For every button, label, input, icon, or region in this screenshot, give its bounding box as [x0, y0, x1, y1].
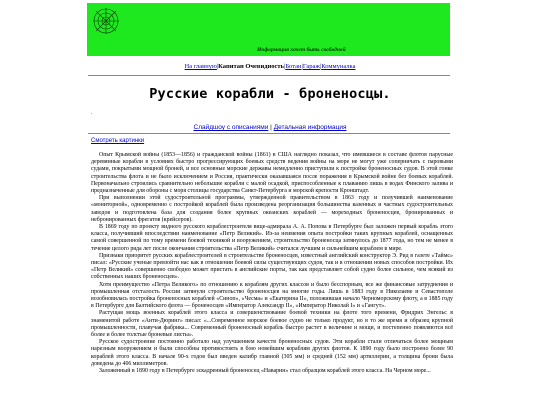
divider — [88, 133, 450, 134]
article-body — [91, 152, 453, 405]
article-paragraph: Хотя преимущество «Петра Великого» по отношению к кораблям других классов и было бесспорным, все же финансовые затруднения и промышленная отсталость России затянули строительство броненосцев на многие годы. Лишь в 1883 году в Николаеве и Севастополе возобновилась постройка броненосных кораблей «Синоп», «Чесма» и «Екатерина II», положившая начало Черноморскому флоту, а в 1885 году в Петербурге для Балтийского флота — броненосцев «Император Александр II», «Император Николай I» и «Гангут». — [91, 281, 453, 310]
article-paragraph: Признаки приоритет русских кораблестроителей в строительстве броненосцев, известный английский конструктор Э. Рид в газете «Таймс» писал: «Русские ученые превзойти нас как в отношении боевой силы существующих судов, так и в отношении новых способов постройки. Их «Петр Великий» совершенно свободно может пристать в английские порты, так как представляет собой судно более сильное, чем всякий из собственных наших броненосцев». — [91, 252, 453, 281]
subnav-sep: | — [268, 124, 274, 131]
nav-link-botan[interactable]: Ботан — [285, 63, 302, 70]
article-paragraph: При выполнении этой судостроительной программы, утвержденной правительством в 1863 году и получившей наименование «мониторной», одновременно с постройкой кораблей была произведена реорганизация большинства казенных и частных судостроительных заводов и подготовлена база для создания более крупных океанских кораблей — мореходных броненосцев, бронированных и небронированных фрегатов (крейсеров). — [91, 195, 453, 223]
view-switcher — [0, 124, 540, 131]
site-slogan: Информация хочет быть свободной — [257, 47, 346, 53]
details-link[interactable]: Детальная информация — [273, 124, 347, 131]
view-pictures-link[interactable]: Смотреть картинки — [91, 138, 145, 144]
site-banner — [87, 3, 450, 56]
article-paragraph: Опыт Крымской войны (1853—1856) и гражданской войны (1861) в США наглядно показал, что имевшиеся в составе флотов парусные деревянные корабли в условиях быстро прогрессирующих боевых средств ведения войны на море не могут уже соперничать с паровыми судами, покрытыми мощной броней, и все основные морские державы немедленно приступили к постройке броненосных судов. В этой гонке строительства флота и не было исключением и Россия, практически оказавшаяся после поражения в Крымской войне без боевых кораблей. Первоначально строились сравнительно небольшие корабли с малой осадкой, приспособленные к плаванию лишь в водах Финского залива и предназначенные для обороны с моря столицы государства Санкт-Петербурга и морской крепости Кронштадт. — [91, 152, 453, 195]
top-navigation — [0, 63, 540, 70]
article-paragraph: В 1869 году по проекту видного русского кораблестроителя вице-адмирала А. А. Попова в Петербурге был заложен первый корабль этого класса, получивший впоследствии наименование «Петр Великий». Из-за неимения опыта постройки таких крупных кораблей, оснащенных самой совершенной по тому времени боевой техникой и вооружением, строительство броненосца затянулось до 1877 года, но тем не менее в течение целого ряда лет после окончания строительства «Петр Великий» считался лучшим и сильнейшим кораблем в мире. — [91, 224, 453, 252]
nav-sep: | — [216, 63, 219, 70]
nav-sep: | — [284, 63, 286, 70]
nav-link-garage[interactable]: Гараж — [302, 63, 320, 70]
page-title: Русские корабли - броненосцы. — [149, 86, 391, 102]
dot-marker: . — [91, 111, 93, 116]
article-paragraph: Заложенный в 1890 году в Петербурге эскадренный броненосец «Наварин» стал образцом кораблей этого класса. На Черном море... — [99, 368, 431, 375]
nav-sep: | — [319, 63, 322, 70]
spiderweb-icon — [93, 8, 119, 34]
slideshow-link[interactable]: Слайдшоу с описаниями — [193, 124, 269, 131]
article-paragraph: Русское судостроение постоянно работало над улучшением качеств броненосных судов. Эти корабли стали отличаться более мощным нарезным вооружением и были способны противостоять в бою новейшим кораблям других флотов. К 1890 году было построено более 90 кораблей этого класса. В начале 90-х годов был введен калибр главной (305 мм) и средней (152 мм) артиллерии, а толщина брони была доведена до 406 миллиметров. — [91, 339, 453, 367]
article-paragraph: Растущая мощь военных кораблей этого класса и совершенствование боевой техники на флоте того времени, Фридрих Энгельс в знаменитой работе «Анти-Дюринг» писал: «...Современное морское боевое судно не только продукт, но в то же время и образец крупной промышленности, плавучая фабрика... Современный броненосный корабль быстро растет в величине и мощи, и постепенно появляются всё более и более толстые броневые листы». — [91, 310, 453, 339]
nav-link-home[interactable]: На главную — [184, 63, 217, 70]
divider — [88, 75, 450, 76]
nav-sep: | — [301, 63, 303, 70]
nav-link-captain-obvious[interactable]: Капитан Очевидность — [218, 63, 284, 70]
nav-link-kommunalka[interactable]: Коммуналка — [321, 63, 356, 70]
